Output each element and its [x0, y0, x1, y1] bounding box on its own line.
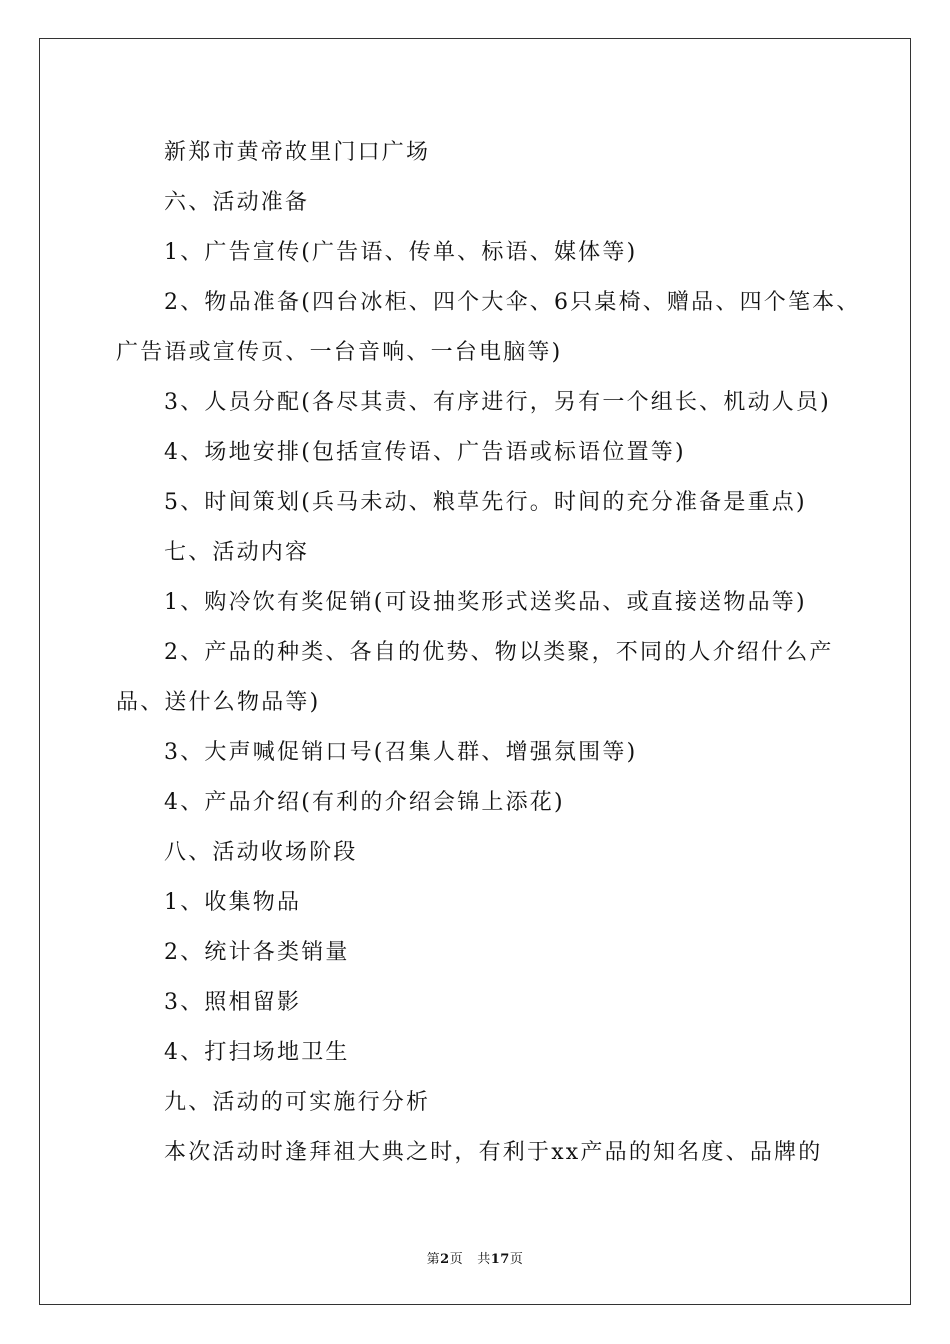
text-line: 新郑市黄帝故里门口广场 [164, 140, 431, 165]
section-heading: 九、活动的可实施行分析 [164, 1090, 431, 1115]
list-item: 4、打扫场地卫生 [164, 1040, 350, 1065]
list-item: 1、购冷饮有奖促销(可设抽奖形式送奖品、或直接送物品等) [164, 590, 807, 615]
section-heading: 六、活动准备 [164, 190, 310, 215]
list-item: 3、照相留影 [164, 990, 302, 1015]
list-item: 2、统计各类销量 [164, 940, 350, 965]
list-item-continuation: 品、送什么物品等) [116, 690, 321, 715]
list-item: 2、物品准备(四台冰柜、四个大伞、6只桌椅、赠品、四个笔本、 [164, 290, 861, 315]
total-prefix: 共 [477, 1252, 491, 1267]
list-item: 3、大声喊促销口号(召集人群、增强氛围等) [164, 740, 638, 765]
list-item: 1、广告宣传(广告语、传单、标语、媒体等) [164, 240, 638, 265]
list-item: 2、产品的种类、各自的优势、物以类聚，不同的人介绍什么产 [164, 640, 834, 665]
list-item: 3、人员分配(各尽其责、有序进行，另有一个组长、机动人员) [164, 390, 831, 415]
list-item: 4、产品介绍(有利的介绍会锦上添花) [164, 790, 565, 815]
page-number: 2 [440, 1252, 450, 1267]
list-item: 4、场地安排(包括宣传语、广告语或标语位置等) [164, 440, 686, 465]
document-body [116, 128, 861, 1178]
page-footer [0, 1248, 950, 1267]
total-pages: 17 [490, 1252, 510, 1267]
section-heading: 七、活动内容 [164, 540, 310, 565]
page-prefix: 第 [426, 1252, 441, 1267]
paragraph: 本次活动时逢拜祖大典之时，有利于xx产品的知名度、品牌的 [164, 1140, 823, 1165]
section-heading: 八、活动收场阶段 [164, 840, 358, 865]
total-suffix: 页 [509, 1252, 524, 1267]
page-suffix: 页 [449, 1252, 464, 1267]
list-item: 1、收集物品 [164, 890, 302, 915]
list-item-continuation: 广告语或宣传页、一台音响、一台电脑等) [116, 340, 563, 365]
list-item: 5、时间策划(兵马未动、粮草先行。时间的充分准备是重点) [164, 490, 807, 515]
